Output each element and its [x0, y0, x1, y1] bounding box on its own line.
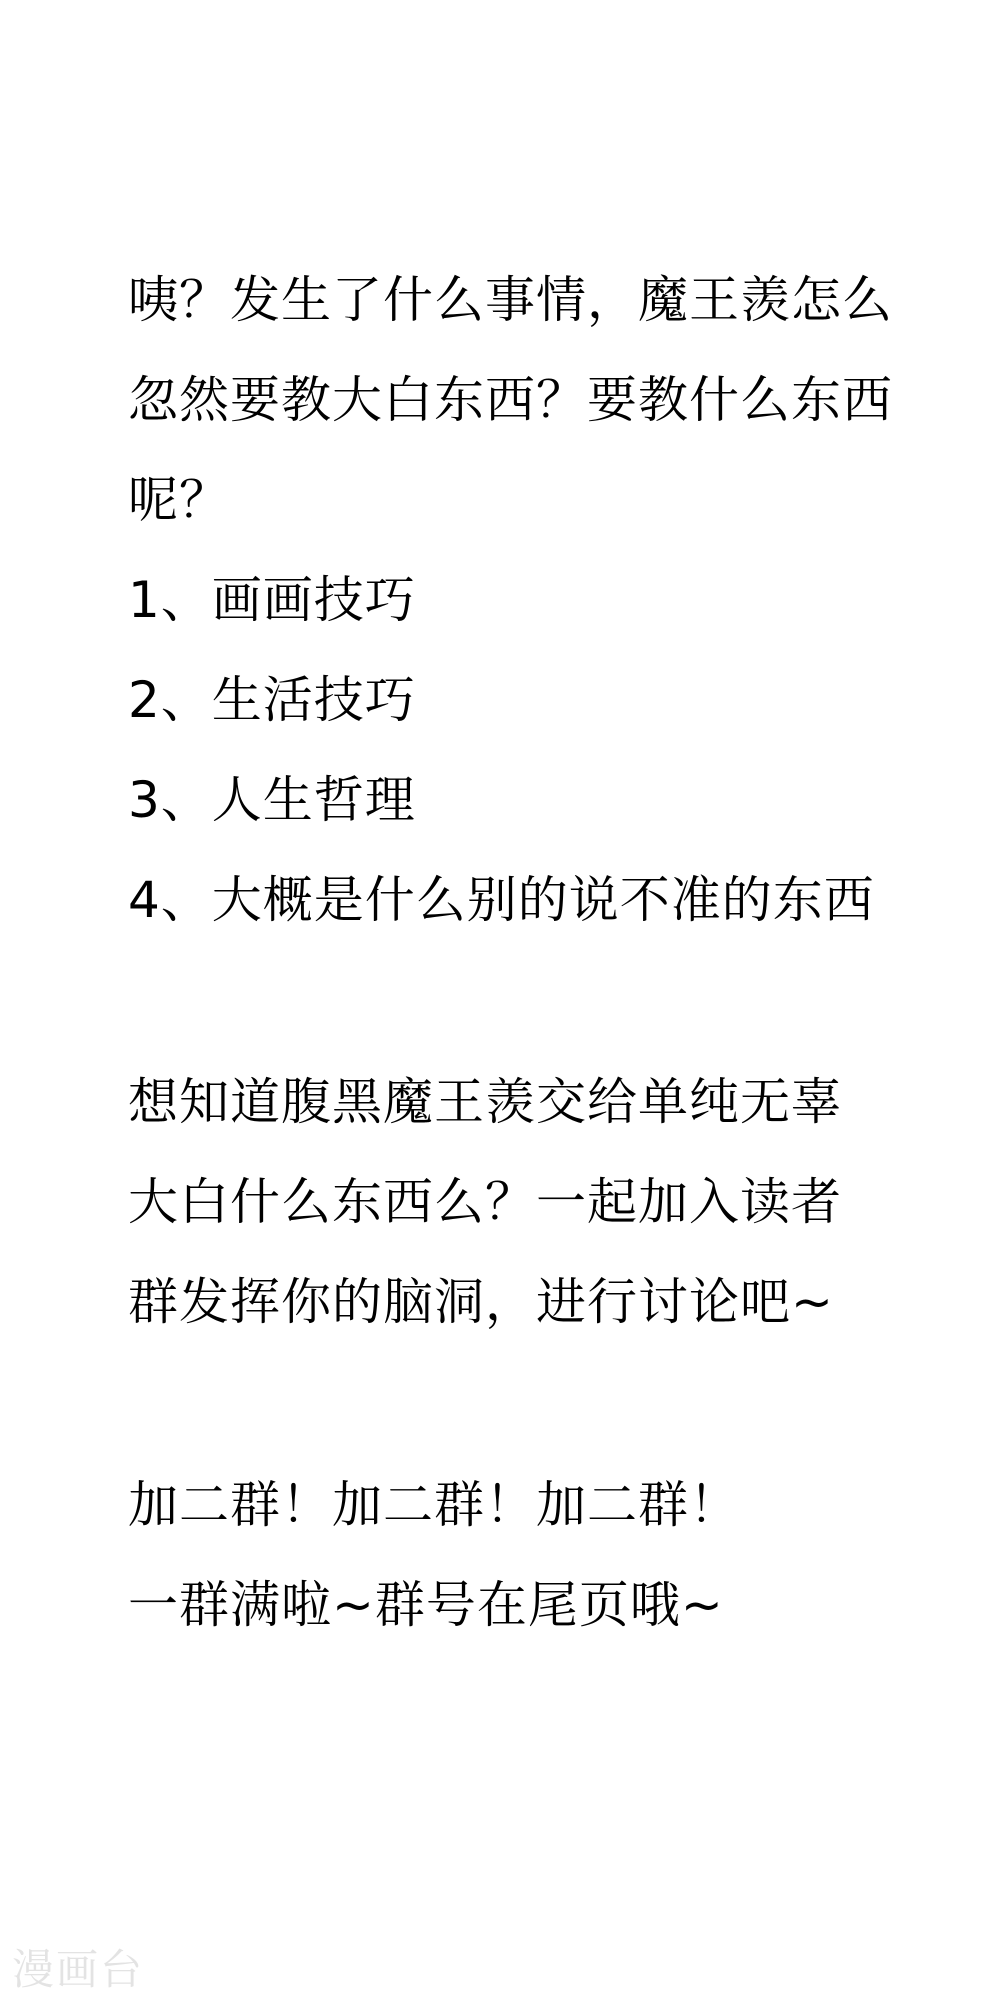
intro-line-1: 咦？发生了什么事情，魔王羡怎么 [128, 271, 893, 329]
group-line-1: 加二群！加二群！加二群！ [128, 1476, 740, 1534]
invite-line-1: 想知道腹黑魔王羡交给单纯无辜 [128, 1073, 842, 1131]
group-line-2: 一群满啦~群号在尾页哦~ [128, 1576, 724, 1634]
option-4: 4、大概是什么别的说不准的东西 [128, 871, 875, 929]
watermark-logo: 漫画台 [12, 1945, 145, 1994]
intro-line-3: 呢？ [128, 471, 230, 529]
option-3: 3、人生哲理 [128, 771, 416, 829]
option-1: 1、画画技巧 [128, 571, 416, 629]
invite-line-2: 大白什么东西么？一起加入读者 [128, 1173, 842, 1231]
intro-line-2: 忽然要教大白东西？要教什么东西 [128, 371, 893, 429]
invite-line-3: 群发挥你的脑洞，进行讨论吧~ [128, 1273, 834, 1331]
option-2: 2、生活技巧 [128, 671, 416, 729]
